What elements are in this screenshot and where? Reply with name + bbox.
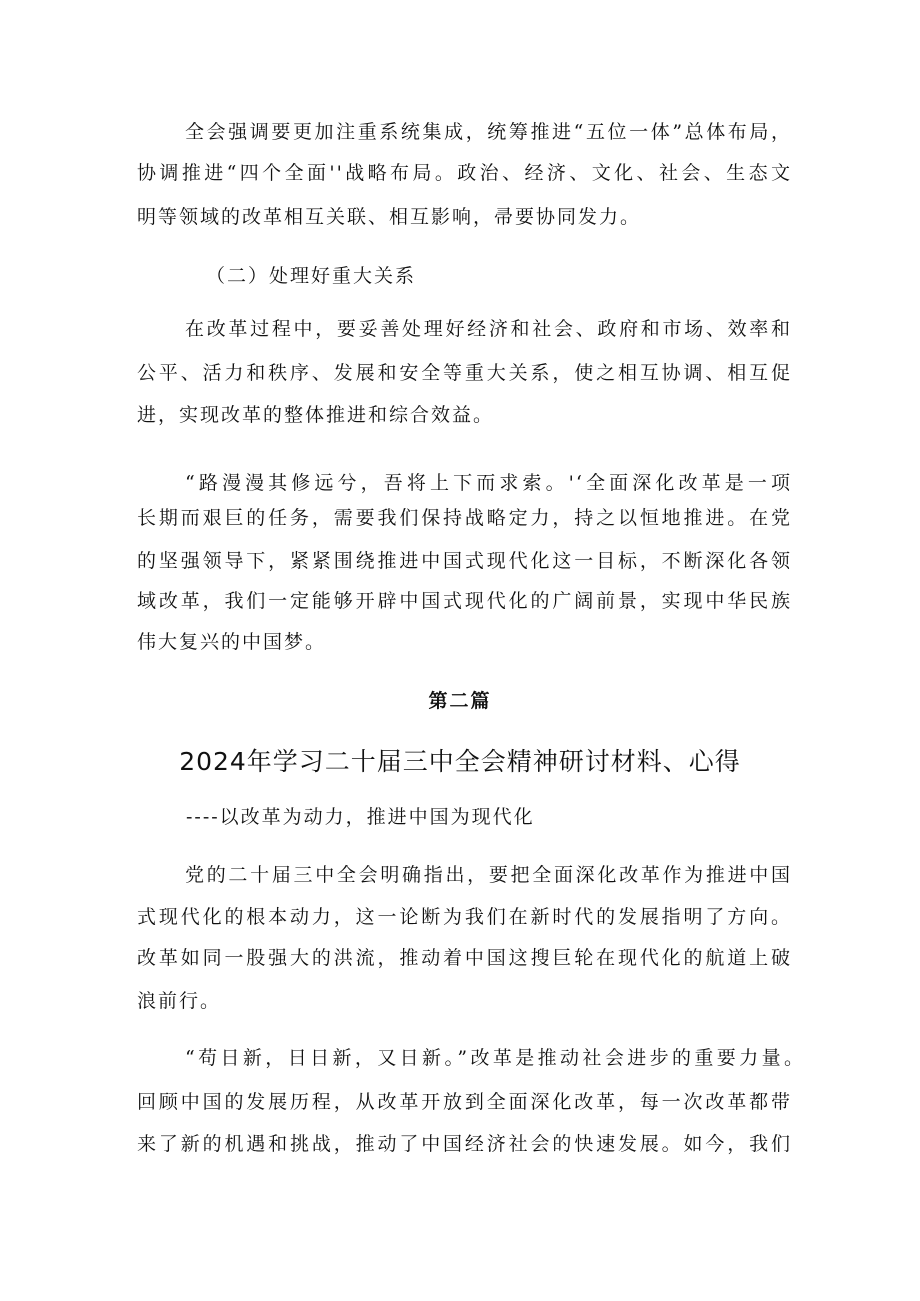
paragraph-4-line-3: 改革如同一股强大的洪流，推动着中国这搜巨轮在现代化的航道上破 [137,947,792,969]
paragraph-4-line-2: 式现代化的根本动力，这一论断为我们在新时代的发展指明了方向。 [137,906,792,928]
paragraph-4-line-4: 浪前行。 [137,990,222,1012]
paragraph-3-line-4: 域改革，我们一定能够开辟中国式现代化的广阔前景，实现中华民族 [137,590,792,612]
paragraph-2-line-2: 公平、活力和秩序、发展和安全等重大关系，使之相互协调、相互促 [137,362,792,384]
section-label: 第二篇 [428,690,492,712]
paragraph-5-line-3: 来了新的机遇和挑战，推动了中国经济社会的快速发展。如今，我们 [137,1133,792,1155]
paragraph-5-line-1: “苟日新，日日新，又日新。”改革是推动社会进步的重要力量。 [185,1047,805,1069]
paragraph-2-line-3: 进，实现改革的整体推进和综合效益。 [137,404,495,426]
paragraph-5-line-2: 回顾中国的发展历程，从改革开放到全面深化改革，每一次改革都带 [137,1091,792,1113]
paragraph-3-line-1: “路漫漫其修远兮，吾将上下而求索。'‘全面深化改革是一项 [185,472,792,494]
document-title: 2024年学习二十届三中全会精神研讨材料、心得 [179,747,741,776]
paragraph-1-line-1: 全会强调要更加注重系统集成，统筹推进“五位一体”总体布局， [185,121,792,143]
document-subtitle: ----以改革为动力，推进中国为现代化 [186,806,535,828]
paragraph-4-line-1: 党的二十届三中全会明确指出，要把全面深化改革作为推进中国 [185,864,792,886]
paragraph-3-line-5: 伟大复兴的中国梦。 [137,631,327,653]
paragraph-1-line-2: 协调推进“四个全面''战略布局。政治、经济、文化、社会、生态文 [137,162,792,184]
paragraph-3-line-2: 长期而艰巨的任务，需要我们保持战略定力，持之以恒地推进。在党 [137,507,792,529]
paragraph-3-line-3: 的坚强领导下，紧紧围绕推进中国式现代化这一目标，不断深化各领 [137,550,792,572]
paragraph-2-line-1: 在改革过程中，要妥善处理好经济和社会、政府和市场、效率和 [185,318,792,340]
paragraph-1-line-3: 明等领域的改革相互关联、相互影响，帚要协同发力。 [137,206,642,228]
subheading: （二）处理好重大关系 [206,265,417,287]
